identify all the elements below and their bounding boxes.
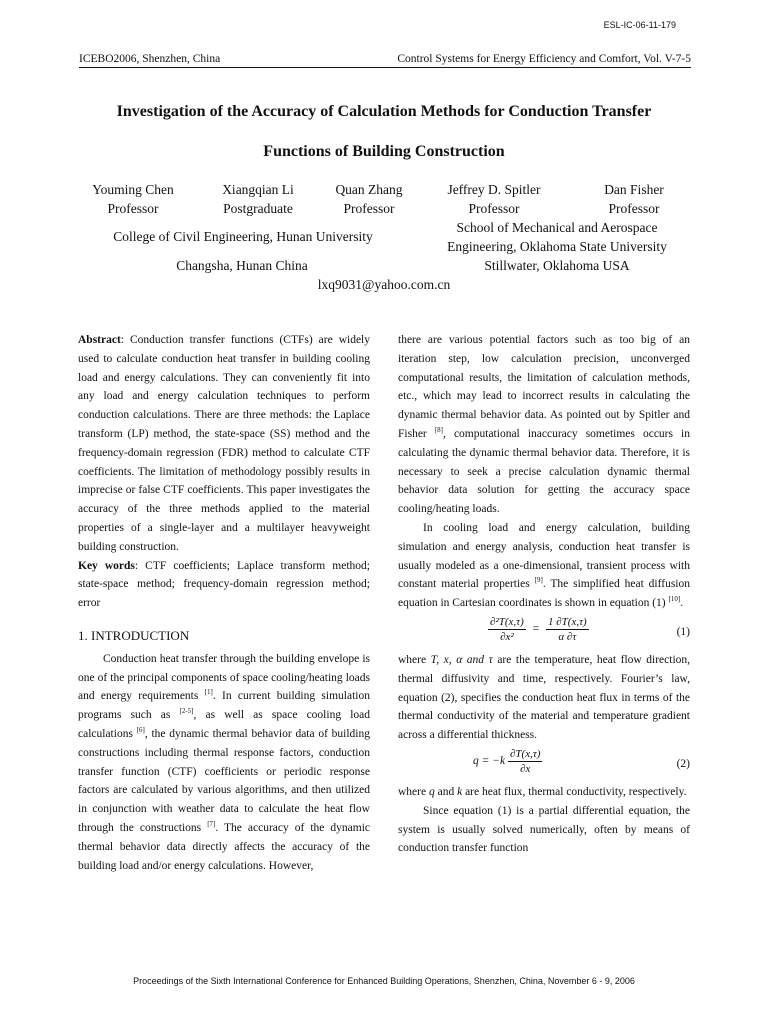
report-id: ESL-IC-06-11-179: [603, 20, 676, 30]
equation-2-body: [473, 747, 542, 776]
body-text: are heat flux, thermal conductivity, respectively.: [465, 785, 687, 798]
author-role: Professor: [343, 201, 395, 216]
citation: [1]: [204, 688, 213, 697]
author-2: [210, 180, 306, 218]
eq2-fraction: [508, 747, 542, 776]
right-column: [398, 331, 690, 858]
citation: [7]: [207, 820, 216, 829]
intro-paragraph-1: [78, 650, 370, 876]
title-line-1: Investigation of the Accuracy of Calculation Methods for Conduction Transfer: [116, 103, 652, 120]
author-name: Youming Chen: [92, 182, 174, 197]
equation-1: [398, 613, 690, 651]
email: lxq9031@yahoo.com.cn: [317, 277, 451, 292]
citation: [2-5]: [179, 707, 194, 716]
author-role: Professor: [468, 201, 520, 216]
keywords: [78, 557, 370, 613]
affiliation-right-line-3: Stillwater, Oklahoma USA: [484, 258, 630, 273]
right-paragraph-5: Since equation (1) is a partial differential equation, the system is usually solved numerically, often by means of conduction transfer function: [398, 804, 690, 855]
eq1-lhs-denominator: ∂x²: [500, 630, 514, 643]
eq1-rhs-numerator: 1 ∂T(x,τ): [548, 615, 587, 628]
author-5: [588, 180, 680, 218]
variable-k: k: [457, 785, 463, 798]
abstract-text: : Conduction transfer functions (CTFs) are widely used to calculate conduction heat transfer in building cooling load and energy calculations. They can conveniently fit into any load and energy calculation techniques to perform conduction calculations. There are three methods: the Laplace transform (LP) method, the state-space (SS) method and the frequency-domain regression (FDR) method to calculate CTF coefficients. The limitation of methodology possibly results in imprecise or false CTF coefficients. This paper investigates the accuracy of the three methods applied to the material properties of a single-layer and a multilayer heavyweight building construction.: [78, 334, 370, 553]
body-text: where: [398, 785, 427, 798]
author-name: Xiangqian Li: [222, 182, 294, 197]
intro-text: . In current building simulation programs such as: [78, 690, 370, 722]
title-line-2: Functions of Building Construction: [263, 143, 505, 160]
author-role: Professor: [107, 201, 159, 216]
citation: [6]: [136, 726, 145, 735]
author-4: [432, 180, 556, 218]
eq1-rhs-fraction: [546, 615, 589, 644]
eq1-lhs-fraction: [488, 615, 526, 644]
paper-title: [60, 92, 708, 172]
section-heading-introduction: 1. INTRODUCTION: [78, 627, 190, 643]
author-name: Dan Fisher: [604, 182, 664, 197]
right-paragraph-4: [398, 783, 690, 802]
equation-2: [398, 745, 690, 783]
body-text: , computational inaccuracy sometimes occurs in calculating the dynamic thermal behavior data. Therefore, it is necessary to seek a precise calculation dynamic thermal behavior data solution for getting the accuracy space cooling/heating loads.: [398, 427, 690, 516]
author-3: [322, 180, 416, 218]
intro-text: Conduction heat transfer through the building envelope is one of the principal components of space cooling/heating loads and energy requirements: [78, 652, 370, 703]
abstract: [78, 331, 370, 557]
eq1-equals: =: [532, 623, 540, 636]
body-text: are the temperature, heat flow direction, thermal diffusivity and time, respectively. Fourier’s law, equation (2), specifies the conduction heat flux in terms of the thermal conductivity of the material and temperature gradient across a differential thickness.: [398, 653, 691, 742]
citation: [8]: [434, 426, 443, 435]
body-text: .: [680, 597, 684, 610]
author-name: Jeffrey D. Spitler: [447, 182, 541, 197]
author-role: Postgraduate: [223, 201, 293, 216]
intro-text: , the dynamic thermal behavior data of building constructions including thermal response factors, conduction transfer function (CTF) coefficients or periodic response factors are calculated by various algorithms, and then utilized in conjunction with weather data to calculate the heat flow through the constructions: [78, 727, 371, 834]
eq1-rhs-denominator: α ∂τ: [558, 630, 577, 643]
left-column: [78, 331, 370, 875]
keywords-label: Key words: [78, 559, 135, 572]
eq2-numerator: ∂T(x,τ): [510, 747, 541, 760]
equation-1-label: (1): [676, 625, 690, 638]
variable-q: q: [428, 785, 435, 798]
author-name: Quan Zhang: [335, 182, 403, 197]
equation-1-body: [488, 615, 589, 644]
body-text: and: [437, 785, 455, 798]
author-1: [84, 180, 182, 218]
author-role: Professor: [608, 201, 660, 216]
body-text: where: [398, 653, 427, 666]
running-header-right: Control Systems for Energy Efficiency and Comfort, Vol. V-7-5: [397, 53, 691, 65]
equation-2-label: (2): [676, 757, 690, 770]
body-text: . The simplified heat diffusion equation in Cartesian coordinates is shown in equation (1): [398, 578, 690, 610]
right-paragraph-2: [398, 519, 690, 613]
citation: [9]: [534, 576, 543, 585]
affiliation-right-line-1: School of Mechanical and Aerospace: [456, 220, 658, 235]
abstract-label: Abstract: [78, 334, 121, 346]
proceedings-footer: Proceedings of the Sixth International Conference for Enhanced Building Operations, Shenzhen, China, November 6 - 9, 2006: [133, 976, 635, 986]
eq2-lhs: q = −k: [473, 755, 506, 768]
body-text: In cooling load and energy calculation, building simulation and energy analysis, conduction heat transfer is usually modeled as a one-dimensional, transient process with constant material properties: [398, 521, 690, 591]
right-paragraph-3: [398, 651, 690, 745]
citation: [10]: [668, 595, 681, 604]
eq1-lhs-numerator: ∂²T(x,τ): [490, 615, 524, 628]
intro-text: , as well as space cooling load calculations: [78, 709, 371, 740]
right-paragraph-1: [398, 331, 690, 519]
affiliation-right-line-2: Engineering, Oklahoma State University: [447, 239, 667, 254]
affiliation-left-line-1: College of Civil Engineering, Hunan University: [113, 229, 373, 244]
variable-list: T, x, α and τ: [430, 653, 493, 666]
running-header-left: ICEBO2006, Shenzhen, China: [79, 53, 221, 65]
keywords-text: : CTF coefficients; Laplace transform method; state-space method; frequency-domain regression method; error: [78, 559, 370, 610]
affiliation-left-line-2: Changsha, Hunan China: [176, 258, 308, 273]
header-rule: [79, 67, 691, 68]
affiliation-right: [424, 218, 690, 275]
body-text: there are various potential factors such as too big of an iteration step, low calculation precision, unconverged computational results, the limitation of calculation methods, etc., which may lead to incorrect results in calculating the dynamic thermal behavior data. As pointed out by Spitler and Fisher: [398, 334, 690, 440]
eq2-denominator: ∂x: [520, 762, 531, 775]
intro-text: . The accuracy of the dynamic thermal behavior data directly affects the accuracy of the building load and/or energy calculations. However,: [78, 821, 371, 872]
